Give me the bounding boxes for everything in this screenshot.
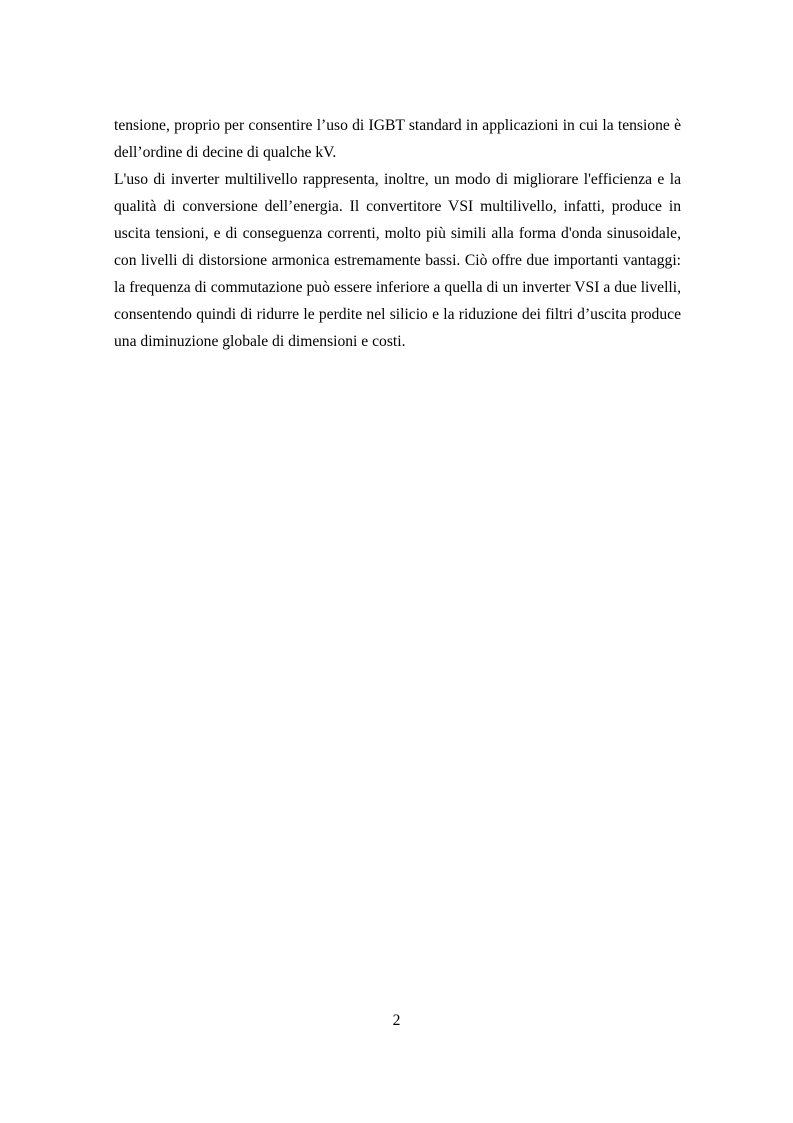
body-text xyxy=(114,112,681,355)
paragraph-continuation: tensione, proprio per consentire l’uso di IGBT standard in applicazioni in cui la tensione è dell’ordine di decine di qualche kV. xyxy=(114,117,681,161)
page-number: 2 xyxy=(392,1012,401,1029)
paragraph-multilevel-inverter: L'uso di inverter multilivello rappresenta, inoltre, un modo di migliorare l'efficienza e la qualità di conversione dell’energia. Il convertitore VSI multilivello, infatti, produce in uscita tensioni, e di conseguenza correnti, molto più simili alla forma d'onda sinusoidale, con livelli di distorsione armonica estremamente bassi. Ciò offre due importanti vantaggi: la frequenza di commutazione può essere inferiore a quella di un inverter VSI a due livelli, consentendo quindi di ridurre le perdite nel silicio e la riduzione dei filtri d’uscita produce una diminuzione globale di dimensioni e costi. xyxy=(114,171,681,350)
